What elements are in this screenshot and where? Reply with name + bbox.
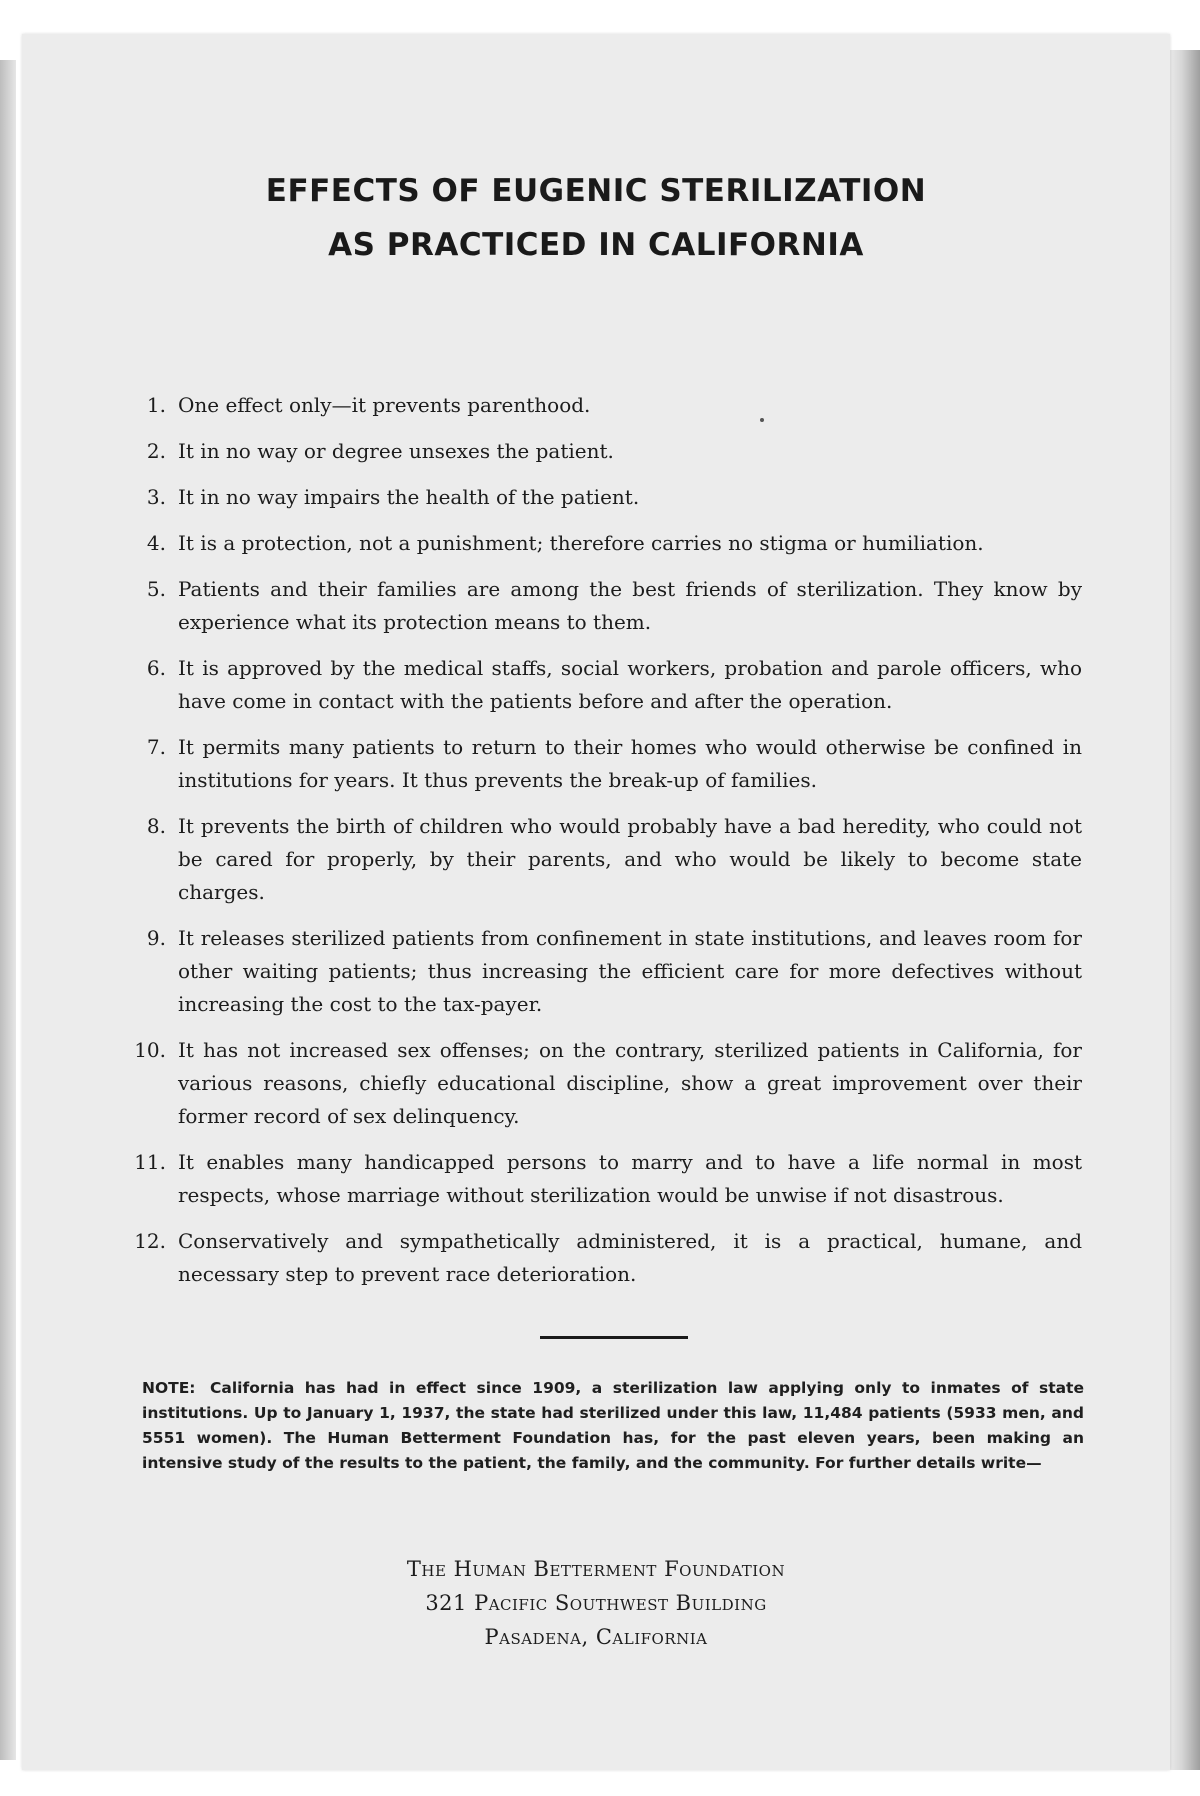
item-number: 7.	[146, 735, 166, 759]
list-item	[132, 527, 1082, 560]
list-item	[132, 1146, 1082, 1212]
list-item	[132, 573, 1082, 639]
item-number: 11.	[134, 1150, 166, 1174]
item-text: One effect only—it prevents parenthood.	[178, 393, 591, 417]
item-text: It releases sterilized patients from confinement in state institutions, and leaves room for other waiting patients; thus increasing the efficient care for more defectives without increasing the cost to the tax-payer.	[178, 926, 1082, 1016]
item-text: It in no way or degree unsexes the patient.	[178, 439, 614, 463]
item-number: 12.	[134, 1229, 166, 1253]
document-title	[22, 164, 1170, 272]
foundation-city: Pasadena, California	[484, 1625, 708, 1649]
item-text: It prevents the birth of children who would probably have a bad heredity, who could not be cared for properly, by their parents, and who would be likely to become state charges.	[178, 814, 1082, 904]
list-item	[132, 389, 1082, 422]
title-line-1: EFFECTS OF EUGENIC STERILIZATION	[265, 173, 927, 209]
note-paragraph	[142, 1376, 1084, 1476]
effects-list	[132, 389, 1082, 1304]
item-text: Conservatively and sympathetically administered, it is a practical, humane, and necessary step to prevent race deterioration.	[178, 1229, 1082, 1286]
title-line-2: AS PRACTICED IN CALIFORNIA	[328, 227, 864, 263]
paper-speck	[760, 418, 764, 422]
foundation-street: 321 Pacific Southwest Building	[425, 1591, 767, 1615]
note-text: California has had in effect since 1909, a sterilization law applying only to inmates of state institutions. Up to January 1, 1937, the state had sterilized under this law, 11,484 patients (5933 men, and 5551 women). The Human Betterment Foundation has, for the past eleven years, been making an intensive study of the results to the patient, the family, and the community. For further details write—	[142, 1379, 1084, 1472]
item-text: It permits many patients to return to their homes who would otherwise be confined in institutions for years. It thus prevents the break-up of families.	[178, 735, 1082, 792]
paper-sheet	[22, 34, 1170, 1770]
item-text: It in no way impairs the health of the patient.	[178, 485, 640, 509]
item-number: 8.	[146, 814, 166, 838]
list-item	[132, 481, 1082, 514]
item-text: It enables many handicapped persons to marry and to have a life normal in most respects, whose marriage without sterilization would be unwise if not disastrous.	[178, 1150, 1082, 1207]
list-item	[132, 1225, 1082, 1291]
item-number: 10.	[134, 1038, 166, 1062]
list-item	[132, 652, 1082, 718]
foundation-name: The Human Betterment Foundation	[406, 1557, 786, 1581]
item-number: 9.	[146, 926, 166, 950]
list-item	[132, 810, 1082, 909]
list-item	[132, 435, 1082, 468]
item-number: 1.	[146, 393, 166, 417]
item-number: 3.	[146, 485, 166, 509]
note-label: NOTE:	[142, 1379, 196, 1397]
item-text: It is a protection, not a punishment; therefore carries no stigma or humiliation.	[178, 531, 984, 555]
scan-edge-right	[1170, 50, 1200, 1770]
scan-edge-left	[0, 60, 16, 1760]
item-text: Patients and their families are among the best friends of sterilization. They know by experience what its protection means to them.	[178, 577, 1082, 634]
list-item	[132, 922, 1082, 1021]
item-number: 2.	[146, 439, 166, 463]
list-item	[132, 731, 1082, 797]
item-text: It is approved by the medical staffs, social workers, probation and parole officers, who have come in contact with the patients before and after the operation.	[178, 656, 1082, 713]
item-text: It has not increased sex offenses; on the contrary, sterilized patients in California, for various reasons, chiefly educational discipline, show a great improvement over their former record of sex delinquency.	[178, 1038, 1082, 1128]
item-number: 4.	[146, 531, 166, 555]
item-number: 6.	[146, 656, 166, 680]
item-number: 5.	[146, 577, 166, 601]
foundation-address	[22, 1552, 1170, 1654]
section-divider	[540, 1336, 688, 1339]
list-item	[132, 1034, 1082, 1133]
